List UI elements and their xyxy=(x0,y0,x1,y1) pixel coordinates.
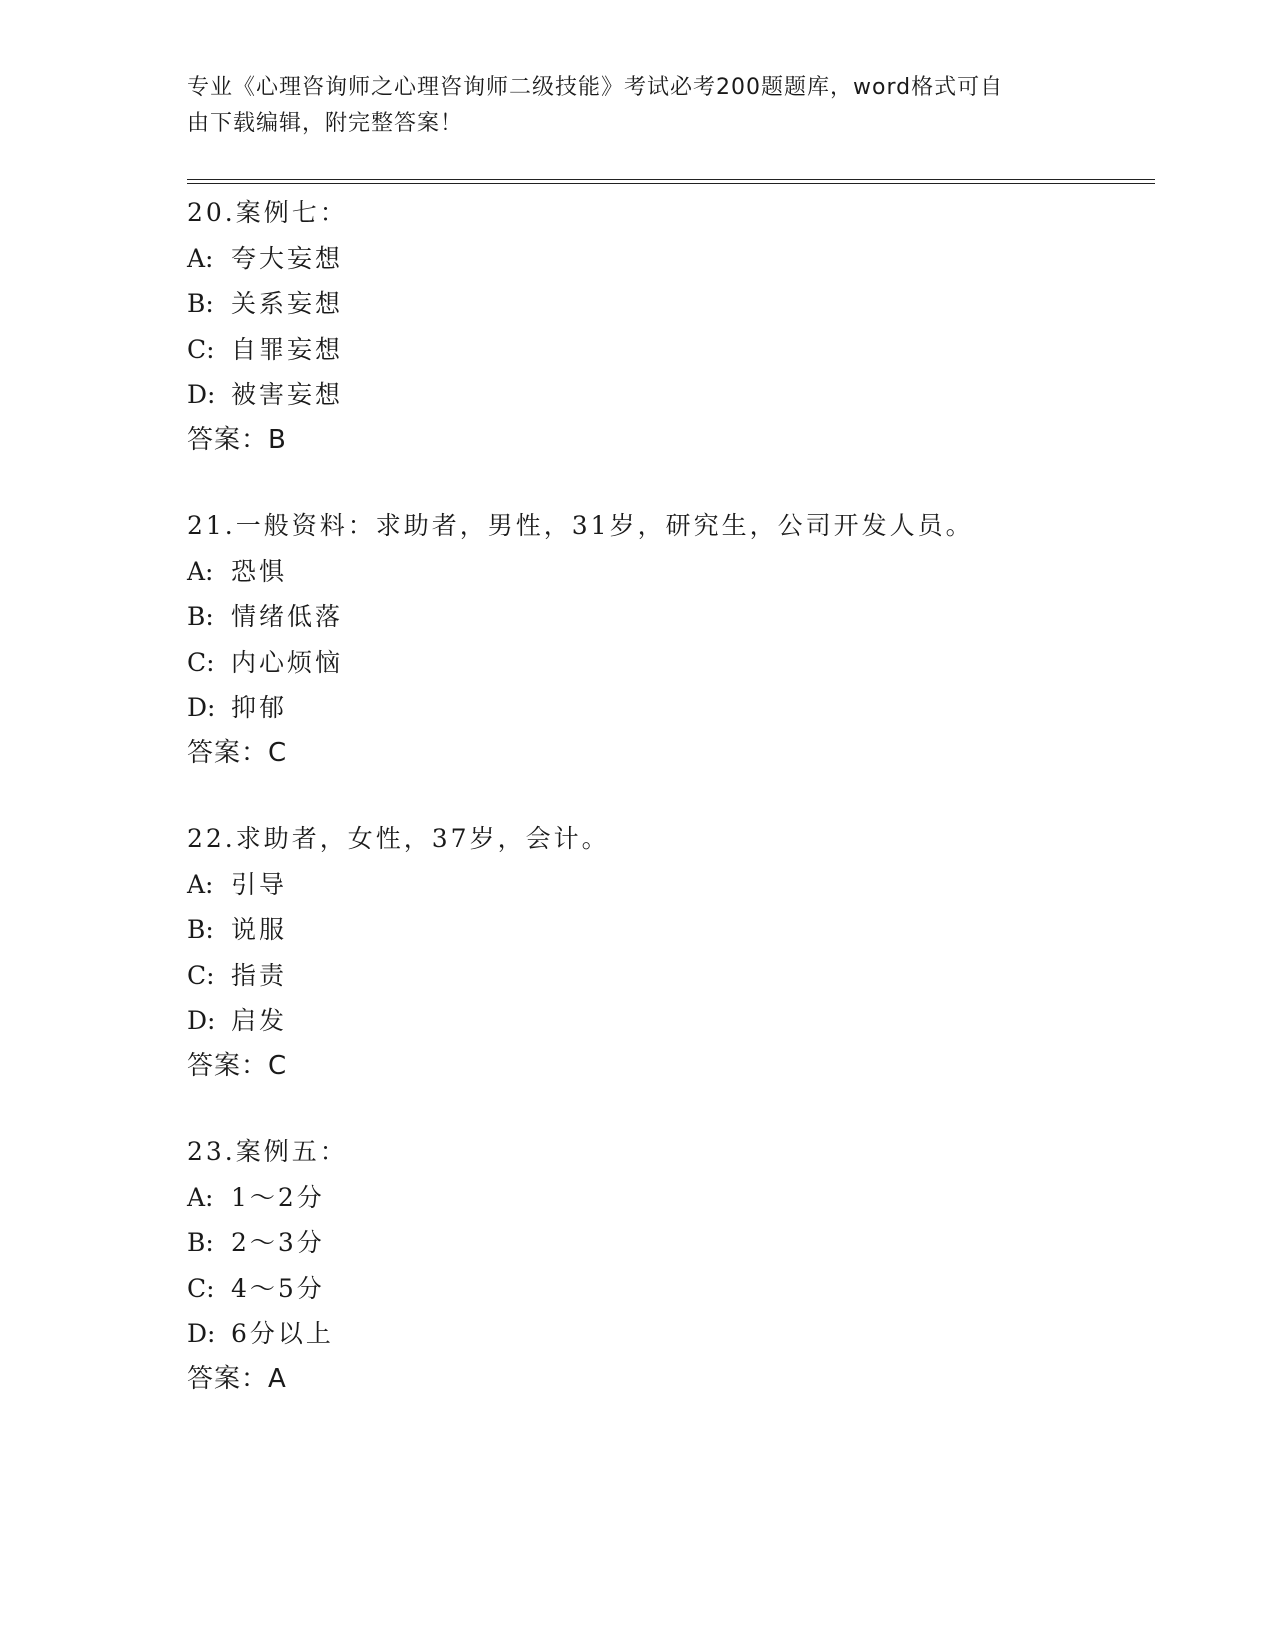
option-key: B: xyxy=(187,1228,214,1257)
option-text: 夸大妄想 xyxy=(231,243,344,273)
option-b xyxy=(187,281,1187,327)
question-23 xyxy=(187,1129,1187,1402)
option-key: A: xyxy=(187,869,214,899)
header-divider-top xyxy=(187,179,1155,180)
question-stem: 20.案例七： xyxy=(187,198,348,227)
option-d xyxy=(187,685,1187,731)
option-key: D: xyxy=(187,693,216,722)
option-key: B: xyxy=(187,915,214,944)
answer-line: 答案：C xyxy=(187,737,288,768)
question-21 xyxy=(187,503,1187,776)
question-22 xyxy=(187,816,1187,1089)
question-20 xyxy=(187,190,1187,463)
option-text: 说服 xyxy=(231,915,288,944)
option-a xyxy=(187,236,1187,282)
option-text: 抑郁 xyxy=(231,693,288,722)
option-text: 6分以上 xyxy=(231,1319,334,1348)
option-key: C: xyxy=(187,960,215,990)
option-d xyxy=(187,998,1187,1044)
header-line-2: 由下载编辑，附完整答案！ xyxy=(187,111,464,136)
option-key: A: xyxy=(187,243,214,273)
option-key: A: xyxy=(187,556,214,586)
option-key: C: xyxy=(187,334,215,364)
question-stem: 22.求助者，女性，37岁，会计。 xyxy=(187,824,610,853)
option-text: 恐惧 xyxy=(231,556,288,586)
option-key: A: xyxy=(187,1182,214,1212)
answer-line: 答案：A xyxy=(187,1363,287,1394)
option-b xyxy=(187,594,1187,640)
option-text: 自罪妄想 xyxy=(231,334,344,364)
option-text: 情绪低落 xyxy=(231,602,344,631)
question-stem: 21.一般资料：求助者，男性，31岁，研究生，公司开发人员。 xyxy=(187,511,974,540)
option-text: 引导 xyxy=(231,869,288,899)
option-key: C: xyxy=(187,1273,215,1303)
option-key: D: xyxy=(187,1006,216,1035)
option-c xyxy=(187,1266,1187,1312)
option-text: 关系妄想 xyxy=(231,289,344,318)
answer-line: 答案：B xyxy=(187,424,287,455)
option-a xyxy=(187,1175,1187,1221)
option-text: 被害妄想 xyxy=(231,380,344,409)
option-text: 4～5分 xyxy=(231,1273,325,1303)
option-b xyxy=(187,907,1187,953)
option-key: D: xyxy=(187,1319,216,1348)
question-stem: 23.案例五： xyxy=(187,1137,348,1166)
question-list xyxy=(187,190,1187,1442)
option-a xyxy=(187,862,1187,908)
option-c xyxy=(187,953,1187,999)
option-text: 启发 xyxy=(231,1006,288,1035)
option-key: C: xyxy=(187,647,215,677)
option-a xyxy=(187,549,1187,595)
option-c xyxy=(187,327,1187,373)
option-b xyxy=(187,1220,1187,1266)
option-c xyxy=(187,640,1187,686)
option-key: B: xyxy=(187,602,214,631)
option-d xyxy=(187,372,1187,418)
option-text: 指责 xyxy=(231,960,288,990)
option-d xyxy=(187,1311,1187,1357)
option-key: B: xyxy=(187,289,214,318)
header-divider-bottom xyxy=(187,183,1155,184)
option-text: 1～2分 xyxy=(231,1182,325,1212)
document-header xyxy=(187,70,1087,142)
option-text: 内心烦恼 xyxy=(231,647,344,677)
answer-line: 答案：C xyxy=(187,1050,288,1081)
header-line-1: 专业《心理咨询师之心理咨询师二级技能》考试必考200题题库，word格式可自 xyxy=(187,75,1004,100)
option-text: 2～3分 xyxy=(231,1228,325,1257)
option-key: D: xyxy=(187,380,216,409)
